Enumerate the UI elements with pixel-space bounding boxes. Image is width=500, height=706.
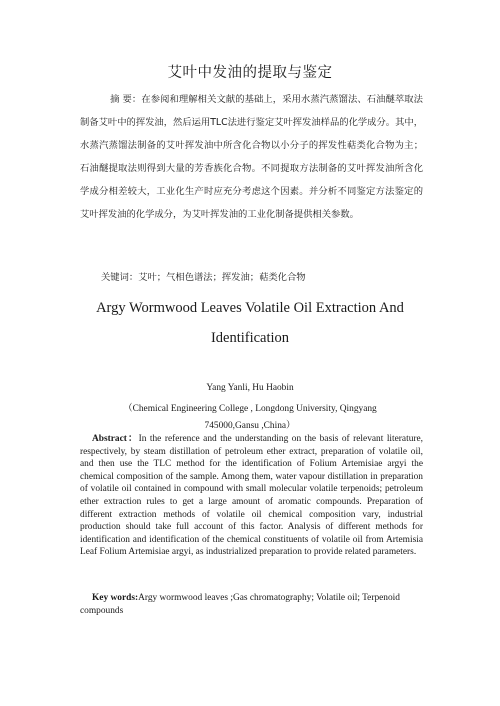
affiliation-line-2: 745000,Gansu ,China） <box>204 421 296 431</box>
chinese-abstract <box>80 88 423 226</box>
english-keywords-text: Argy wormwood leaves ;Gas chromatography; Volatile oil; Terpenoid compounds <box>80 593 400 616</box>
authors: Yang Yanli, Hu Haobin <box>206 383 294 393</box>
english-title-line-1: Argy Wormwood Leaves Volatile Oil Extraction And <box>96 300 404 316</box>
chinese-abstract-label: 摘 要： <box>110 94 142 105</box>
english-keywords-label: Key words: <box>92 593 139 603</box>
chinese-keywords-label: 关键词： <box>101 272 139 283</box>
english-abstract-label: Abstract： <box>92 434 139 444</box>
chinese-keywords-text: 艾叶；气相色谱法；挥发油；萜类化合物 <box>138 272 306 283</box>
chinese-title: 艾叶中发油的提取与鉴定 <box>167 65 333 81</box>
english-keywords <box>80 592 423 617</box>
chinese-abstract-text: 在参阅和理解相关文献的基础上，采用水蒸汽蒸馏法、石油醚萃取法制备艾叶中的挥发油，然后运用TLC法进行鉴定艾叶挥发油样品的化学成分。其中，水蒸汽蒸馏法制备的艾叶挥发油中所含化合物以小分子的挥发性萜类化合物为主；石油醚提取法则得到大量的芳香族化合物。不同提取方法制备的艾叶挥发油所含化学成分相差较大，工业化生产时应充分考虑这个因素。并分析不同鉴定方法鉴定的艾叶挥发油的化学成分，为艾叶挥发油的工业化制备提供相关参数。 <box>80 94 423 220</box>
affiliation-line-1: （Chemical Engineering College , Longdong University, Qingyang <box>123 404 377 414</box>
english-abstract <box>80 433 423 559</box>
english-title-line-2: Identification <box>210 330 290 346</box>
chinese-keywords <box>101 271 306 285</box>
english-abstract-text: In the reference and the understanding on the basis of relevant literature, respectively, by steam distillation of petroleum ether extract, preparation of volatile oil, and then use the TLC method for the identification of Folium Artemisiae argyi the chemical composition of the sample. Among them, water vapour distillation in preparation of volatile oil contained in compound with small molecular volatile terpenoids; petroleum ether extraction rules to get a large amount of aromatic compounds. Preparation of different extraction methods of volatile oil chemical composition vary, industrial production should take full account of this factor. Analysis of different methods for identification and identification of the chemical constituents of volatile oil from Artemisia Leaf Folium Artemisiae argyi, as industrialized preparation to provide related parameters. <box>80 434 424 558</box>
